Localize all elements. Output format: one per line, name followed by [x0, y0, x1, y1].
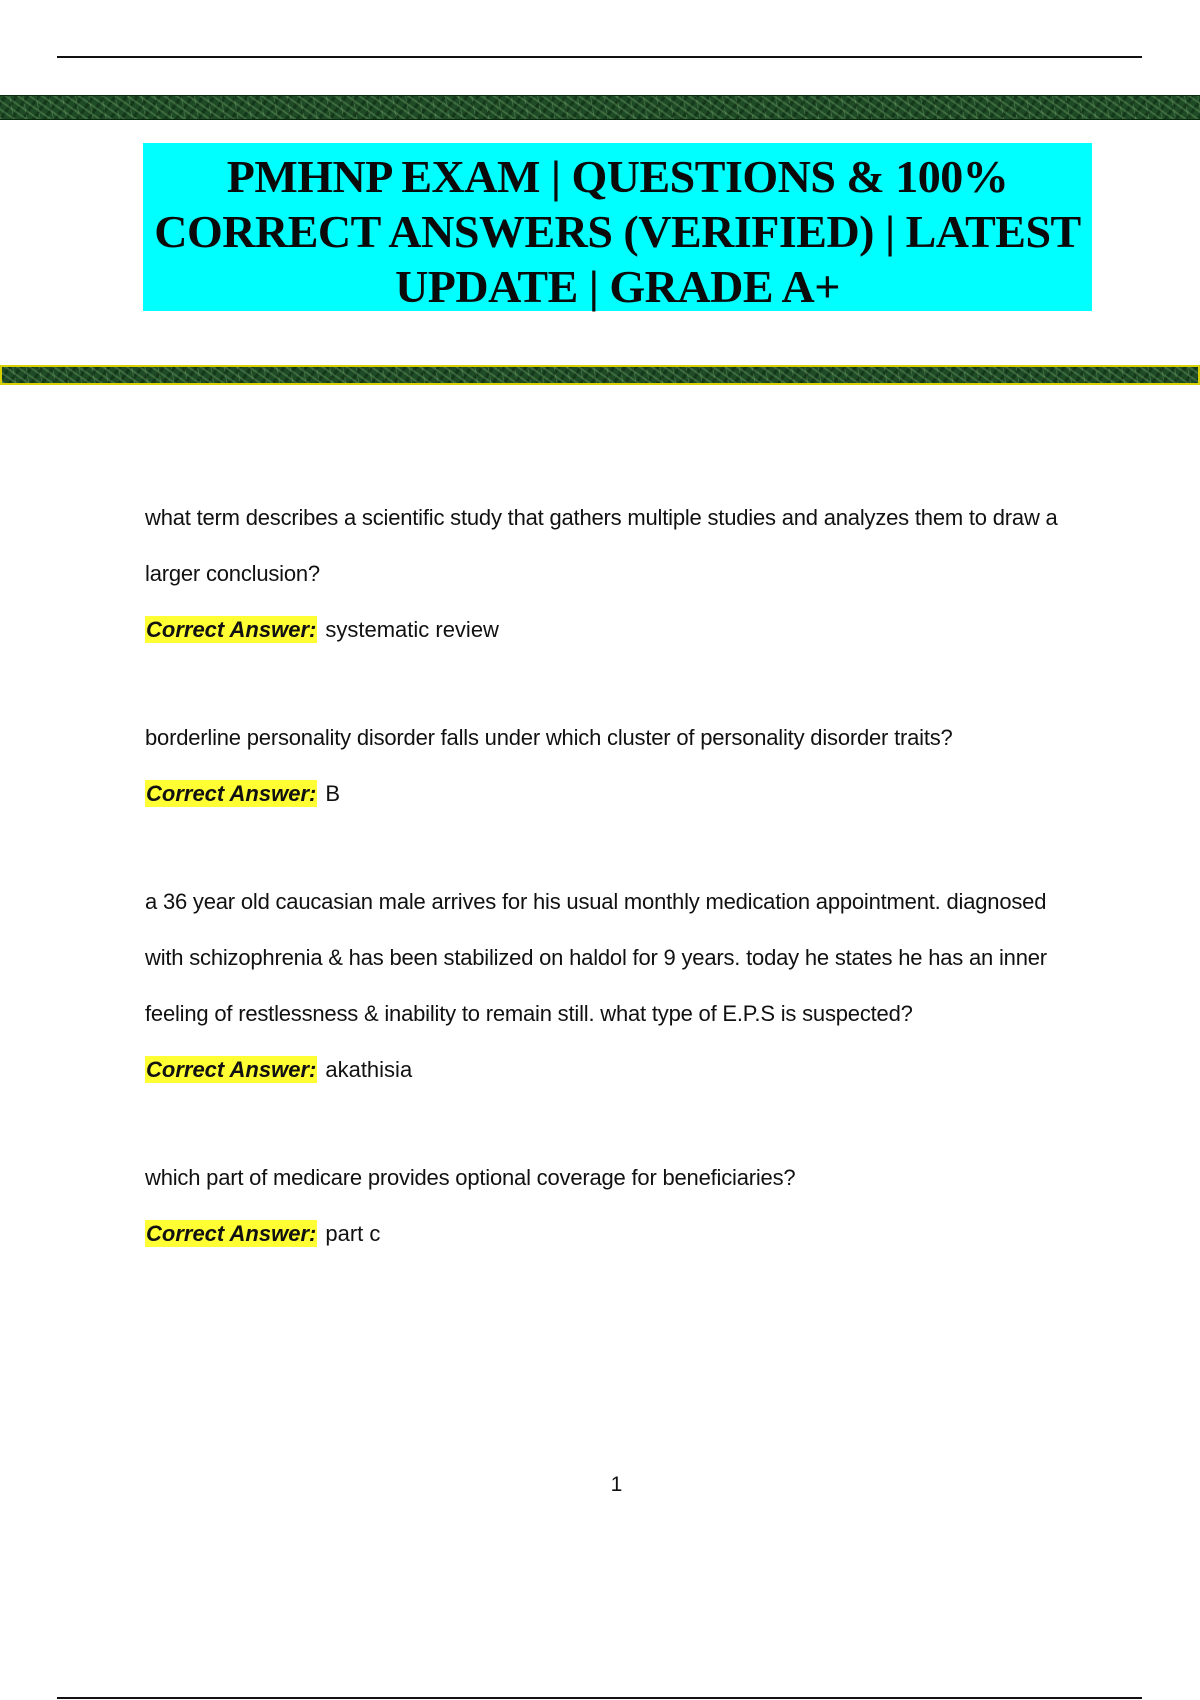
page-number: 1 — [610, 1473, 623, 1496]
correct-answer-label: Correct Answer: — [146, 617, 317, 642]
answer-line — [145, 1206, 1085, 1262]
answer-text: systematic review — [325, 617, 499, 642]
answer-text: part c — [325, 1221, 381, 1246]
header-rule — [57, 56, 1142, 58]
qa-item — [145, 490, 1085, 658]
question-text: which part of medicare provides optional coverage for beneficiaries? — [145, 1165, 796, 1190]
correct-answer-label: Correct Answer: — [146, 1057, 317, 1082]
question-text: borderline personality disorder falls under which cluster of personality disorder traits? — [145, 725, 953, 750]
title-banner — [143, 143, 1092, 311]
answer-line — [145, 1042, 1085, 1098]
footer-rule — [57, 1697, 1142, 1699]
answer-text: akathisia — [325, 1057, 413, 1082]
document-title: PMHNP EXAM | QUESTIONS & 100% CORRECT ANSWERS (VERIFIED) | LATEST UPDATE | GRADE A+ — [154, 151, 1081, 312]
correct-answer-label: Correct Answer: — [146, 781, 317, 806]
qa-item — [145, 710, 1085, 822]
answer-line — [145, 602, 1085, 658]
decorative-band-top — [0, 95, 1200, 120]
answer-line — [145, 766, 1085, 822]
correct-answer-label: Correct Answer: — [146, 1221, 317, 1246]
qa-list — [145, 490, 1085, 1314]
decorative-band-bottom — [0, 365, 1200, 385]
question-text: a 36 year old caucasian male arrives for his usual monthly medication appointment. diagnosed with schizophrenia & has been stabilized on haldol for 9 years. today he states he has an inner feeling of restlessness & inability to remain still. what type of E.P.S is suspected? — [145, 889, 1047, 1026]
question-text: what term describes a scientific study that gathers multiple studies and analyzes them to draw a larger conclusion? — [145, 505, 1058, 586]
qa-item — [145, 874, 1085, 1098]
qa-item — [145, 1150, 1085, 1262]
answer-text: B — [325, 781, 341, 806]
